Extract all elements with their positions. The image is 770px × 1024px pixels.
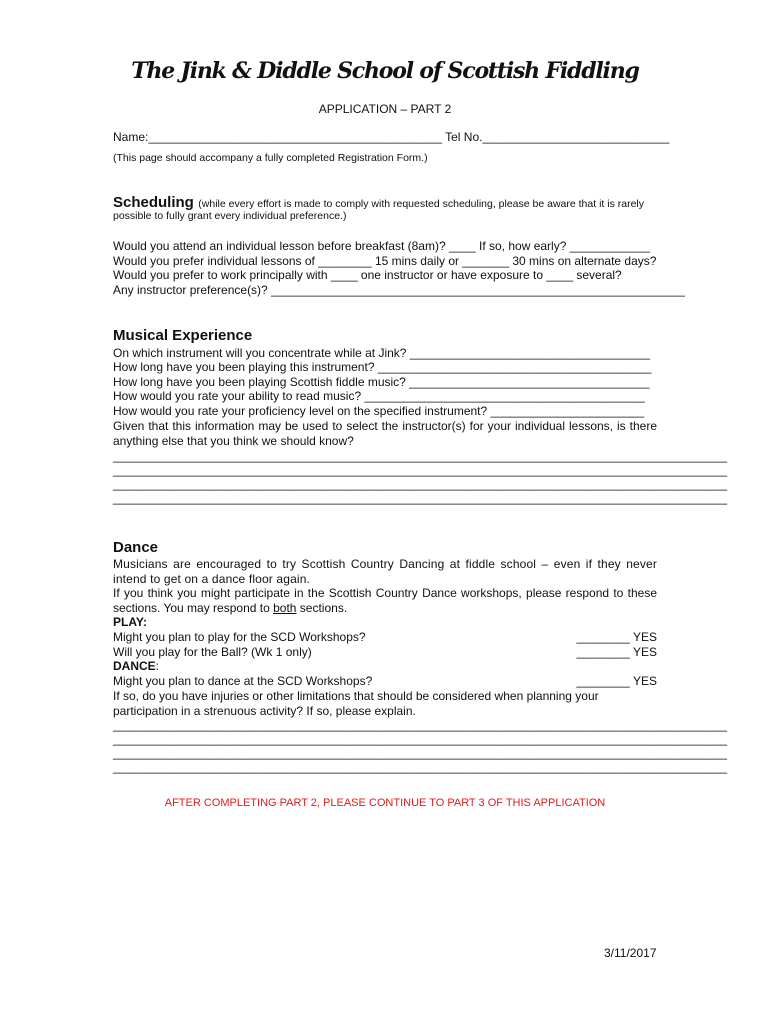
play-workshops-yes-field[interactable]: ________ YES	[576, 630, 657, 644]
injury-line-1[interactable]: ____________________________________________________________________________________________	[113, 718, 727, 732]
schedule-q-instructor-pref[interactable]: Any instructor preference(s)? ______________________________________________________________	[113, 283, 685, 297]
schedule-q-instructor-count[interactable]: Would you prefer to work principally with ____ one instructor or have exposure to ____ several?	[113, 268, 622, 282]
school-title: The Jink & Diddle School of Scottish Fiddling	[131, 58, 639, 84]
musical-q-scottish-years[interactable]: How long have you been playing Scottish fiddle music? ____________________________________	[113, 375, 650, 389]
name-tel-line[interactable]: Name:____________________________________________ Tel No.____________________________	[113, 130, 670, 144]
play-label: PLAY:	[113, 615, 148, 629]
dance-q-workshops: Might you plan to dance at the SCD Workshops?	[113, 674, 373, 688]
injury-line-2[interactable]: ____________________________________________________________________________________________	[113, 732, 727, 746]
musical-q-instrument-years[interactable]: How long have you been playing this instrument? _________________________________________	[113, 360, 652, 374]
dance-heading: Dance	[113, 539, 159, 556]
musical-q-other: Given that this information may be used to select the instructor(s) for your individual lessons, is there anything else that you think we should know?	[113, 419, 657, 448]
play-q-ball: Will you play for the Ball? (Wk 1 only)	[113, 645, 312, 659]
musical-experience-heading: Musical Experience	[113, 327, 253, 344]
dance-instructions-text: If you think you might participate in the Scottish Country Dance workshops, please respond to these sections. You may respond to	[113, 586, 657, 615]
musical-q-instrument[interactable]: On which instrument will you concentrate while at Jink? ____________________________________	[113, 346, 651, 360]
play-q-ball-row	[113, 645, 657, 660]
answer-line-4[interactable]: ____________________________________________________________________________________________	[113, 491, 727, 505]
scheduling-heading: Scheduling	[113, 194, 194, 211]
scheduling-intro: (while every effort is made to comply with requested scheduling, please be aware that it is rarely	[198, 198, 644, 210]
answer-line-2[interactable]: ____________________________________________________________________________________________	[113, 463, 727, 477]
schedule-q-lesson-length[interactable]: Would you prefer individual lessons of ________ 15 mins daily or _______ 30 mins on alternate days?	[113, 254, 657, 268]
dance-instructions	[113, 586, 657, 616]
schedule-q-breakfast[interactable]: Would you attend an individual lesson before breakfast (8am)? ____ If so, how early? ____________	[113, 239, 650, 253]
musical-q-read-music[interactable]: How would you rate your ability to read music? __________________________________________	[113, 389, 645, 403]
dance-instructions-end: sections.	[296, 601, 348, 615]
play-ball-yes-field[interactable]: ________ YES	[576, 645, 657, 659]
registration-note: (This page should accompany a fully completed Registration Form.)	[113, 152, 428, 164]
dance-q-workshops-row	[113, 674, 657, 689]
play-q-workshops: Might you plan to play for the SCD Workshops?	[113, 630, 366, 644]
document-date: 3/11/2017	[604, 946, 657, 960]
dance-workshops-yes-field[interactable]: ________ YES	[576, 674, 657, 688]
dance-label	[113, 659, 159, 674]
dance-label-text: DANCE	[113, 659, 156, 673]
dance-intro: Musicians are encouraged to try Scottish Country Dancing at fiddle school – even if they never intend to get on a dance floor again.	[113, 557, 657, 586]
scheduling-intro-cont: possible to fully grant every individual preference.)	[113, 210, 347, 222]
dance-label-colon: :	[155, 659, 160, 673]
answer-line-1[interactable]: ____________________________________________________________________________________________	[113, 449, 727, 463]
application-part-heading: APPLICATION – PART 2	[318, 102, 452, 116]
continue-notice: AFTER COMPLETING PART 2, PLEASE CONTINUE TO PART 3 OF THIS APPLICATION	[164, 797, 606, 809]
answer-line-3[interactable]: ____________________________________________________________________________________________	[113, 477, 727, 491]
injury-question: If so, do you have injuries or other limitations that should be considered when planning your participation in a strenuous activity? If so, please explain.	[113, 689, 599, 718]
musical-q-proficiency[interactable]: How would you rate your proficiency level on the specified instrument? _______________________	[113, 404, 645, 418]
both-emphasis: both	[273, 601, 297, 615]
injury-line-4[interactable]: ____________________________________________________________________________________________	[113, 760, 727, 774]
play-q-workshops-row	[113, 630, 657, 645]
injury-line-3[interactable]: ____________________________________________________________________________________________	[113, 746, 727, 760]
